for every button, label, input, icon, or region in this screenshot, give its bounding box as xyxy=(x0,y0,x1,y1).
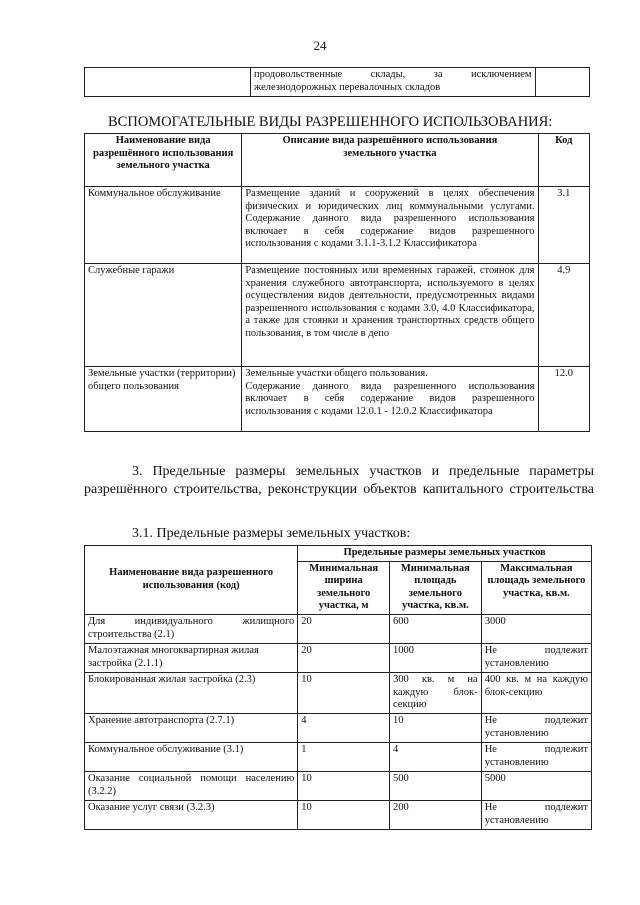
table-cell-max: Не подлежит установлению xyxy=(481,742,591,771)
table-row xyxy=(85,672,592,713)
top-continuation-table xyxy=(84,67,590,97)
table-cell-desc: Размещение постоянных или временных гаражей, стоянок для хранения служебного автотранспорта, используемого в целях осуществления видов деятельности, предусмотренных видами разрешенного использования с кодами 3.0, 4.0 Классификатора, а также для стоянки и хранения транспортных средств общего пользования, в том числе в депо xyxy=(242,264,538,367)
section-3-1-heading: 3.1. Предельные размеры земельных участков: xyxy=(132,526,411,541)
table-row xyxy=(85,800,592,829)
header-cell-min: Минимальная площадь земельного участка, кв.м. xyxy=(390,561,482,614)
table-cell-desc: Размещение зданий и сооружений в целях обеспечения физических и юридических лиц коммунальными услугами. Содержание данного вида разрешенного использования включает в себя содержание видов разрешенного использования с кодами 3.1.1-3.1.2 Классификатора xyxy=(242,187,538,264)
table-cell-min: 600 xyxy=(390,614,482,643)
table-cell-name: Для индивидуального жилищного строительства (2.1) xyxy=(85,614,298,643)
table-header-row xyxy=(85,134,590,187)
table-row xyxy=(85,771,592,800)
table-cell-name: Служебные гаражи xyxy=(85,264,242,367)
table-cell-width: 10 xyxy=(298,672,390,713)
table-row xyxy=(85,742,592,771)
table-row xyxy=(85,264,590,367)
table-row xyxy=(85,614,592,643)
table-cell-max: Не подлежит установлению xyxy=(481,643,591,672)
table-row xyxy=(85,643,592,672)
table-header-row xyxy=(85,546,592,562)
table-cell-name: Оказание услуг связи (3.2.3) xyxy=(85,800,298,829)
table-cell-name: Хранение автотранспорта (2.7.1) xyxy=(85,713,298,742)
header-cell-width: Минимальная ширина земельного участка, м xyxy=(298,561,390,614)
table-cell-width: 20 xyxy=(298,614,390,643)
table-cell-width: 20 xyxy=(298,643,390,672)
aux-uses-table xyxy=(84,133,590,432)
section-heading: ВСПОМОГАТЕЛЬНЫЕ ВИДЫ РАЗРЕШЕННОГО ИСПОЛЬЗОВАНИЯ: xyxy=(108,114,553,130)
page-number: 24 xyxy=(313,38,327,53)
table-cell-code: 4.9 xyxy=(538,264,590,367)
table-cell-min: 1000 xyxy=(390,643,482,672)
empty-cell xyxy=(535,68,589,97)
table-cell-max: Не подлежит установлению xyxy=(481,713,591,742)
table-cell-width: 1 xyxy=(298,742,390,771)
table-row xyxy=(85,68,590,97)
desc-line: Земельные участки общего пользования. xyxy=(245,368,428,379)
header-cell-max: Максимальная площадь земельного участка, кв.м. xyxy=(481,561,591,614)
table-cell-max: 5000 xyxy=(481,771,591,800)
table-cell-name: Оказание социальной помощи населению (3.2.2) xyxy=(85,771,298,800)
table-cell-max: Не подлежит установлению xyxy=(481,800,591,829)
desc-line: Содержание данного вида разрешенного использования включает в себя содержание видов разрешенного использования с кодами 12.0.1 - 12.0.2 Классификатора xyxy=(245,380,535,417)
table-cell-width: 10 xyxy=(298,771,390,800)
table-cell-name: Коммунальное обслуживание xyxy=(85,187,242,264)
table-row xyxy=(85,367,590,432)
table-row xyxy=(85,713,592,742)
table-cell-name: Коммунальное обслуживание (3.1) xyxy=(85,742,298,771)
plot-sizes-table xyxy=(84,545,592,830)
table-cell-min: 10 xyxy=(390,713,482,742)
table-cell-name: Блокированная жилая застройка (2.3) xyxy=(85,672,298,713)
table-cell-name: Малоэтажная многоквартирная жилая застройка (2.1.1) xyxy=(85,643,298,672)
table-cell-desc: продовольственные склады, за исключением железнодорожных перевалочных складов xyxy=(250,68,535,97)
table-cell-desc xyxy=(242,367,538,432)
header-cell-name: Наименование вида разрешённого использования земельного участка xyxy=(85,134,242,187)
table-cell-min: 200 xyxy=(390,800,482,829)
section-3-paragraph: 3. Предельные размеры земельных участков и предельные параметры разрешённого строительства, реконструкции объектов капитального строительства xyxy=(84,464,594,497)
table-cell-max: 3000 xyxy=(481,614,591,643)
table-cell-min: 4 xyxy=(390,742,482,771)
table-cell-code: 3.1 xyxy=(538,187,590,264)
table-cell-min: 500 xyxy=(390,771,482,800)
table-row xyxy=(85,187,590,264)
table-cell-code: 12.0 xyxy=(538,367,590,432)
header-cell-desc: Описание вида разрешённого использования земельного участка xyxy=(242,134,538,187)
header-cell-group: Предельные размеры земельных участков xyxy=(298,546,592,562)
empty-cell xyxy=(85,68,251,97)
table-cell-min: 300 кв. м на каждую блок-секцию xyxy=(390,672,482,713)
table-cell-name: Земельные участки (территории) общего пользования xyxy=(85,367,242,432)
table-cell-width: 10 xyxy=(298,800,390,829)
table-cell-width: 4 xyxy=(298,713,390,742)
table-cell-max: 400 кв. м на каждую блок-секцию xyxy=(481,672,591,713)
header-cell-name: Наименование вида разрешенного использования (код) xyxy=(85,546,298,615)
header-cell-code: Код xyxy=(538,134,590,187)
